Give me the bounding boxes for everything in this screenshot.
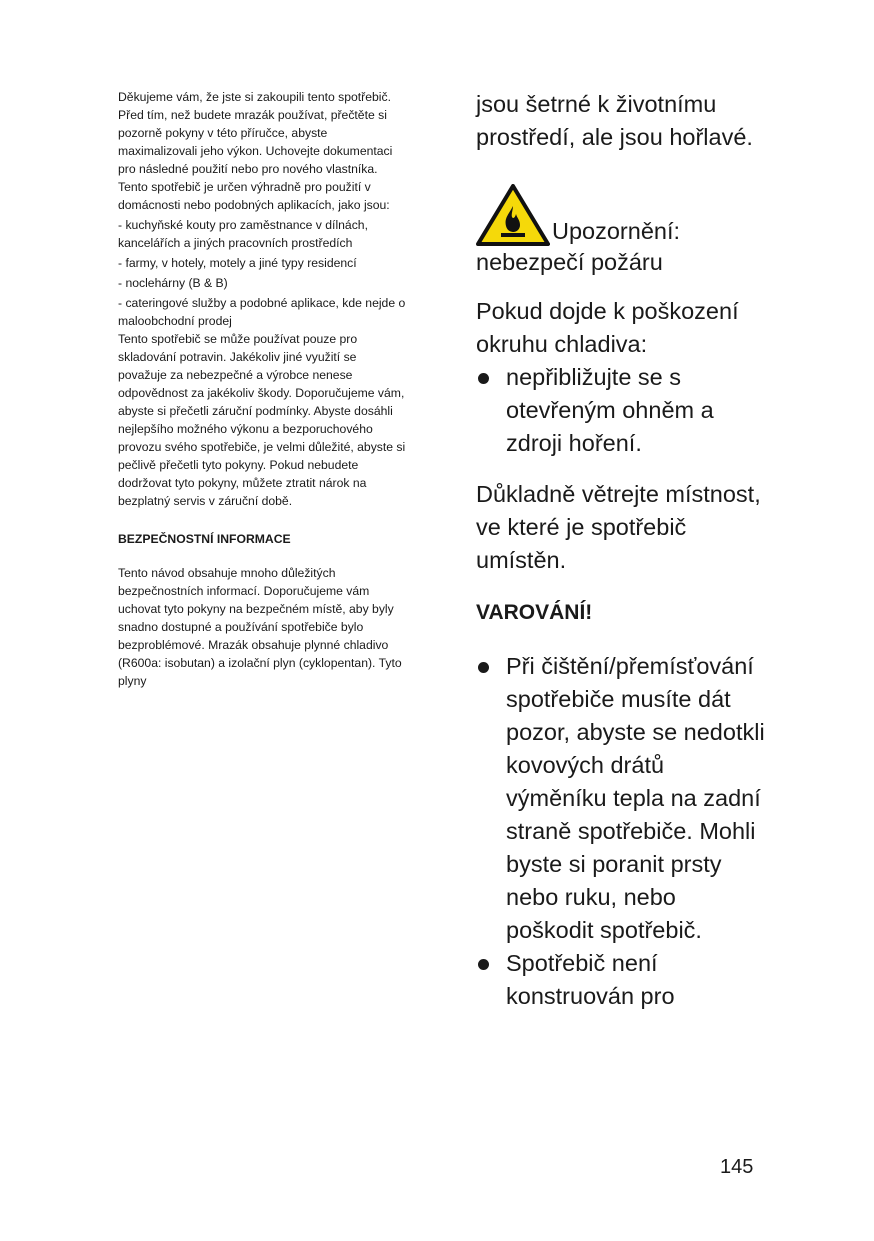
flammable-warning-icon (476, 184, 550, 246)
list-item: nepřibližujte se s otevřeným ohněm a zdroji hoření. (476, 361, 766, 460)
safety-heading: BEZPEČNOSTNÍ INFORMACE (118, 532, 291, 546)
use-item: - cateringové služby a podobné aplikace, kde nejde o maloobchodní prodej (118, 296, 406, 328)
warning-row (476, 184, 766, 246)
ventilate-text: Důkladně větrejte místnost, ve které je spotřebič umístěn. (476, 481, 761, 573)
left-column (118, 88, 408, 690)
list-item: Spotřebič není konstruován pro (476, 947, 766, 1013)
damage-text: Pokud dojde k poškození okruhu chladiva: (476, 298, 739, 357)
warning-label-2: nebezpečí požáru (476, 249, 663, 275)
list-item: Při čištění/přemísťování spotřebiče musíte dát pozor, abyste se nedotkli kovových drátů výměníku tepla na zadní straně spotřebiče. Mohli byste si poranit prsty nebo ruku, nebo poškodit spotřebič. (476, 650, 766, 947)
intro-text: Před tím, než budete mrazák používat, přečtěte si pozorně pokyny v této příručce, abyste maximalizovali jeho výkon. Uchovejte dokumentaci pro následné použití nebo pro nového vlastníka. Tento spotřebič je určen výhradně pro použití v domácnosti nebo podobných aplikacích, jako jsou: (118, 108, 393, 212)
continued-text: jsou šetrné k životnímu prostředí, ale jsou hořlavé. (476, 91, 753, 150)
intro-thanks: Děkujeme vám, že jste si zakoupili tento spotřebič. (118, 90, 391, 104)
bullet-icon (478, 662, 489, 673)
use-item: - noclehárny (B & B) (118, 276, 228, 290)
use-item: - farmy, v hotely, motely a jiné typy residencí (118, 256, 357, 270)
bullet-icon (478, 959, 489, 970)
use-item: - kuchyňské kouty pro zaměstnance v dílnách, kancelářích a jiných pracovních prostředích (118, 218, 368, 250)
damage-list (476, 361, 766, 460)
bullet-icon (478, 373, 489, 384)
usage-text: Tento spotřebič se může používat pouze pro skladování potravin. Jakékoliv jiné využití se považuje za nebezpečné a výrobce nenese odpovědnost za jakékoliv škody. Doporučujeme vám, abyste si přečetli záruční podmínky. Abyste dosáhli nejlepšího možného výkonu a bezporuchového provozu svého spotřebiče, je velmi důležité, abyste si pečlivě přečetli tyto pokyny. Pokud nebudete dodržovat tyto pokyny, můžete ztratit nárok na bezplatný servis v záruční době. (118, 332, 406, 508)
varovani-heading: VAROVÁNÍ! (476, 601, 593, 624)
warning-label: Upozornění: (552, 218, 681, 244)
page-number: 145 (720, 1156, 754, 1178)
warning-list (476, 650, 766, 1013)
safety-text: Tento návod obsahuje mnoho důležitých bezpečnostních informací. Doporučujeme vám uchovat tyto pokyny na bezpečném místě, aby byly snadno dostupné a používání spotřebiče bylo bezproblémové. Mrazák obsahuje plynné chladivo (R600a: isobutan) a izolační plyn (cyklopentan). Tyto plyny (118, 566, 402, 688)
right-column (476, 88, 766, 1013)
